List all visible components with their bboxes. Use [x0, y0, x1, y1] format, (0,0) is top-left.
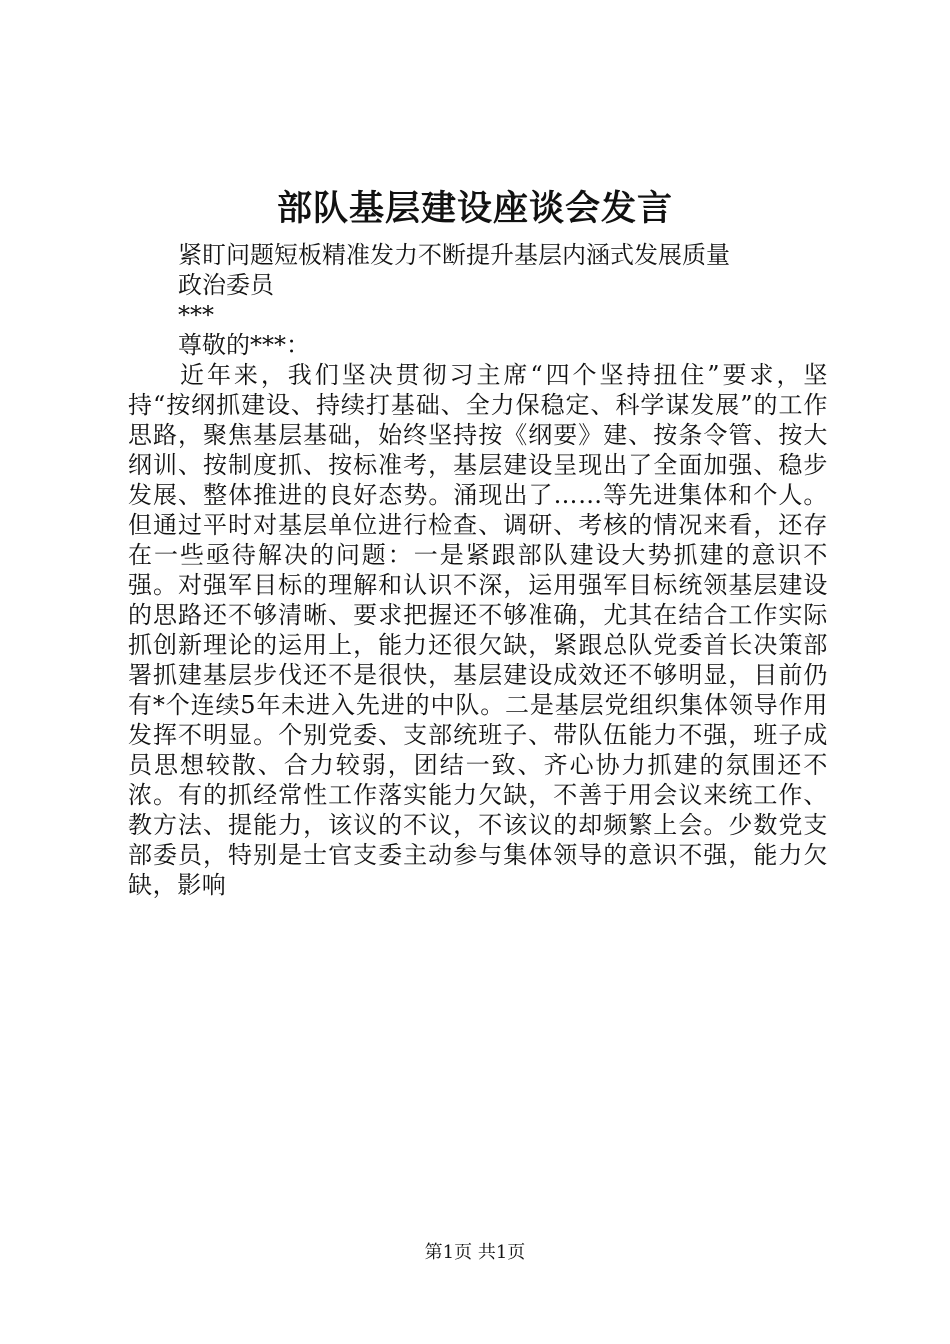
author-name: *** [178, 301, 214, 329]
salutation: 尊敬的***： [178, 331, 310, 359]
body-paragraph: 近年来，我们坚决贯彻习主席“四个坚持扭住”要求，坚持“按纲抓建设、持续打基础、全力保稳定、科学谋发展”的工作思路，聚焦基层基础，始终坚持按《纲要》建、按条令管、按大纲训、按制度抓、按标准考，基层建设呈现出了全面加强、稳步发展、整体推进的良好态势。涌现出了……等先进集体和个人。但通过平时对基层单位进行检查、调研、考核的情况来看，还存在一些亟待解决的问题：一是紧跟部队建设大势抓建的意识不强。对强军目标的理解和认识不深，运用强军目标统领基层建设的思路还不够清晰、要求把握还不够准确，尤其在结合工作实际抓创新理论的运用上，能力还很欠缺，紧跟总队党委首长决策部署抓建基层步伐还不是很快，基层建设成效还不够明显，目前仍有*个连续5年未进入先进的中队。二是基层党组织集体领导作用发挥不明显。个别党委、支部统班子、带队伍能力不强，班子成员思想较散、合力较弱，团结一致、齐心协力抓建的氛围还不浓。有的抓经常性工作落实能力欠缺，不善于用会议来统工作、教方法、提能力，该议的不议，不该议的却频繁上会。少数党支部委员，特别是士官支委主动参与集体领导的意识不强，能力欠缺，影响 [128, 361, 828, 899]
page-number: 第1页 共1页 [424, 1242, 526, 1263]
author-role: 政治委员 [178, 271, 274, 299]
document-subtitle: 紧盯问题短板精准发力不断提升基层内涵式发展质量 [178, 241, 730, 269]
document-title: 部队基层建设座谈会发言 [276, 188, 673, 229]
